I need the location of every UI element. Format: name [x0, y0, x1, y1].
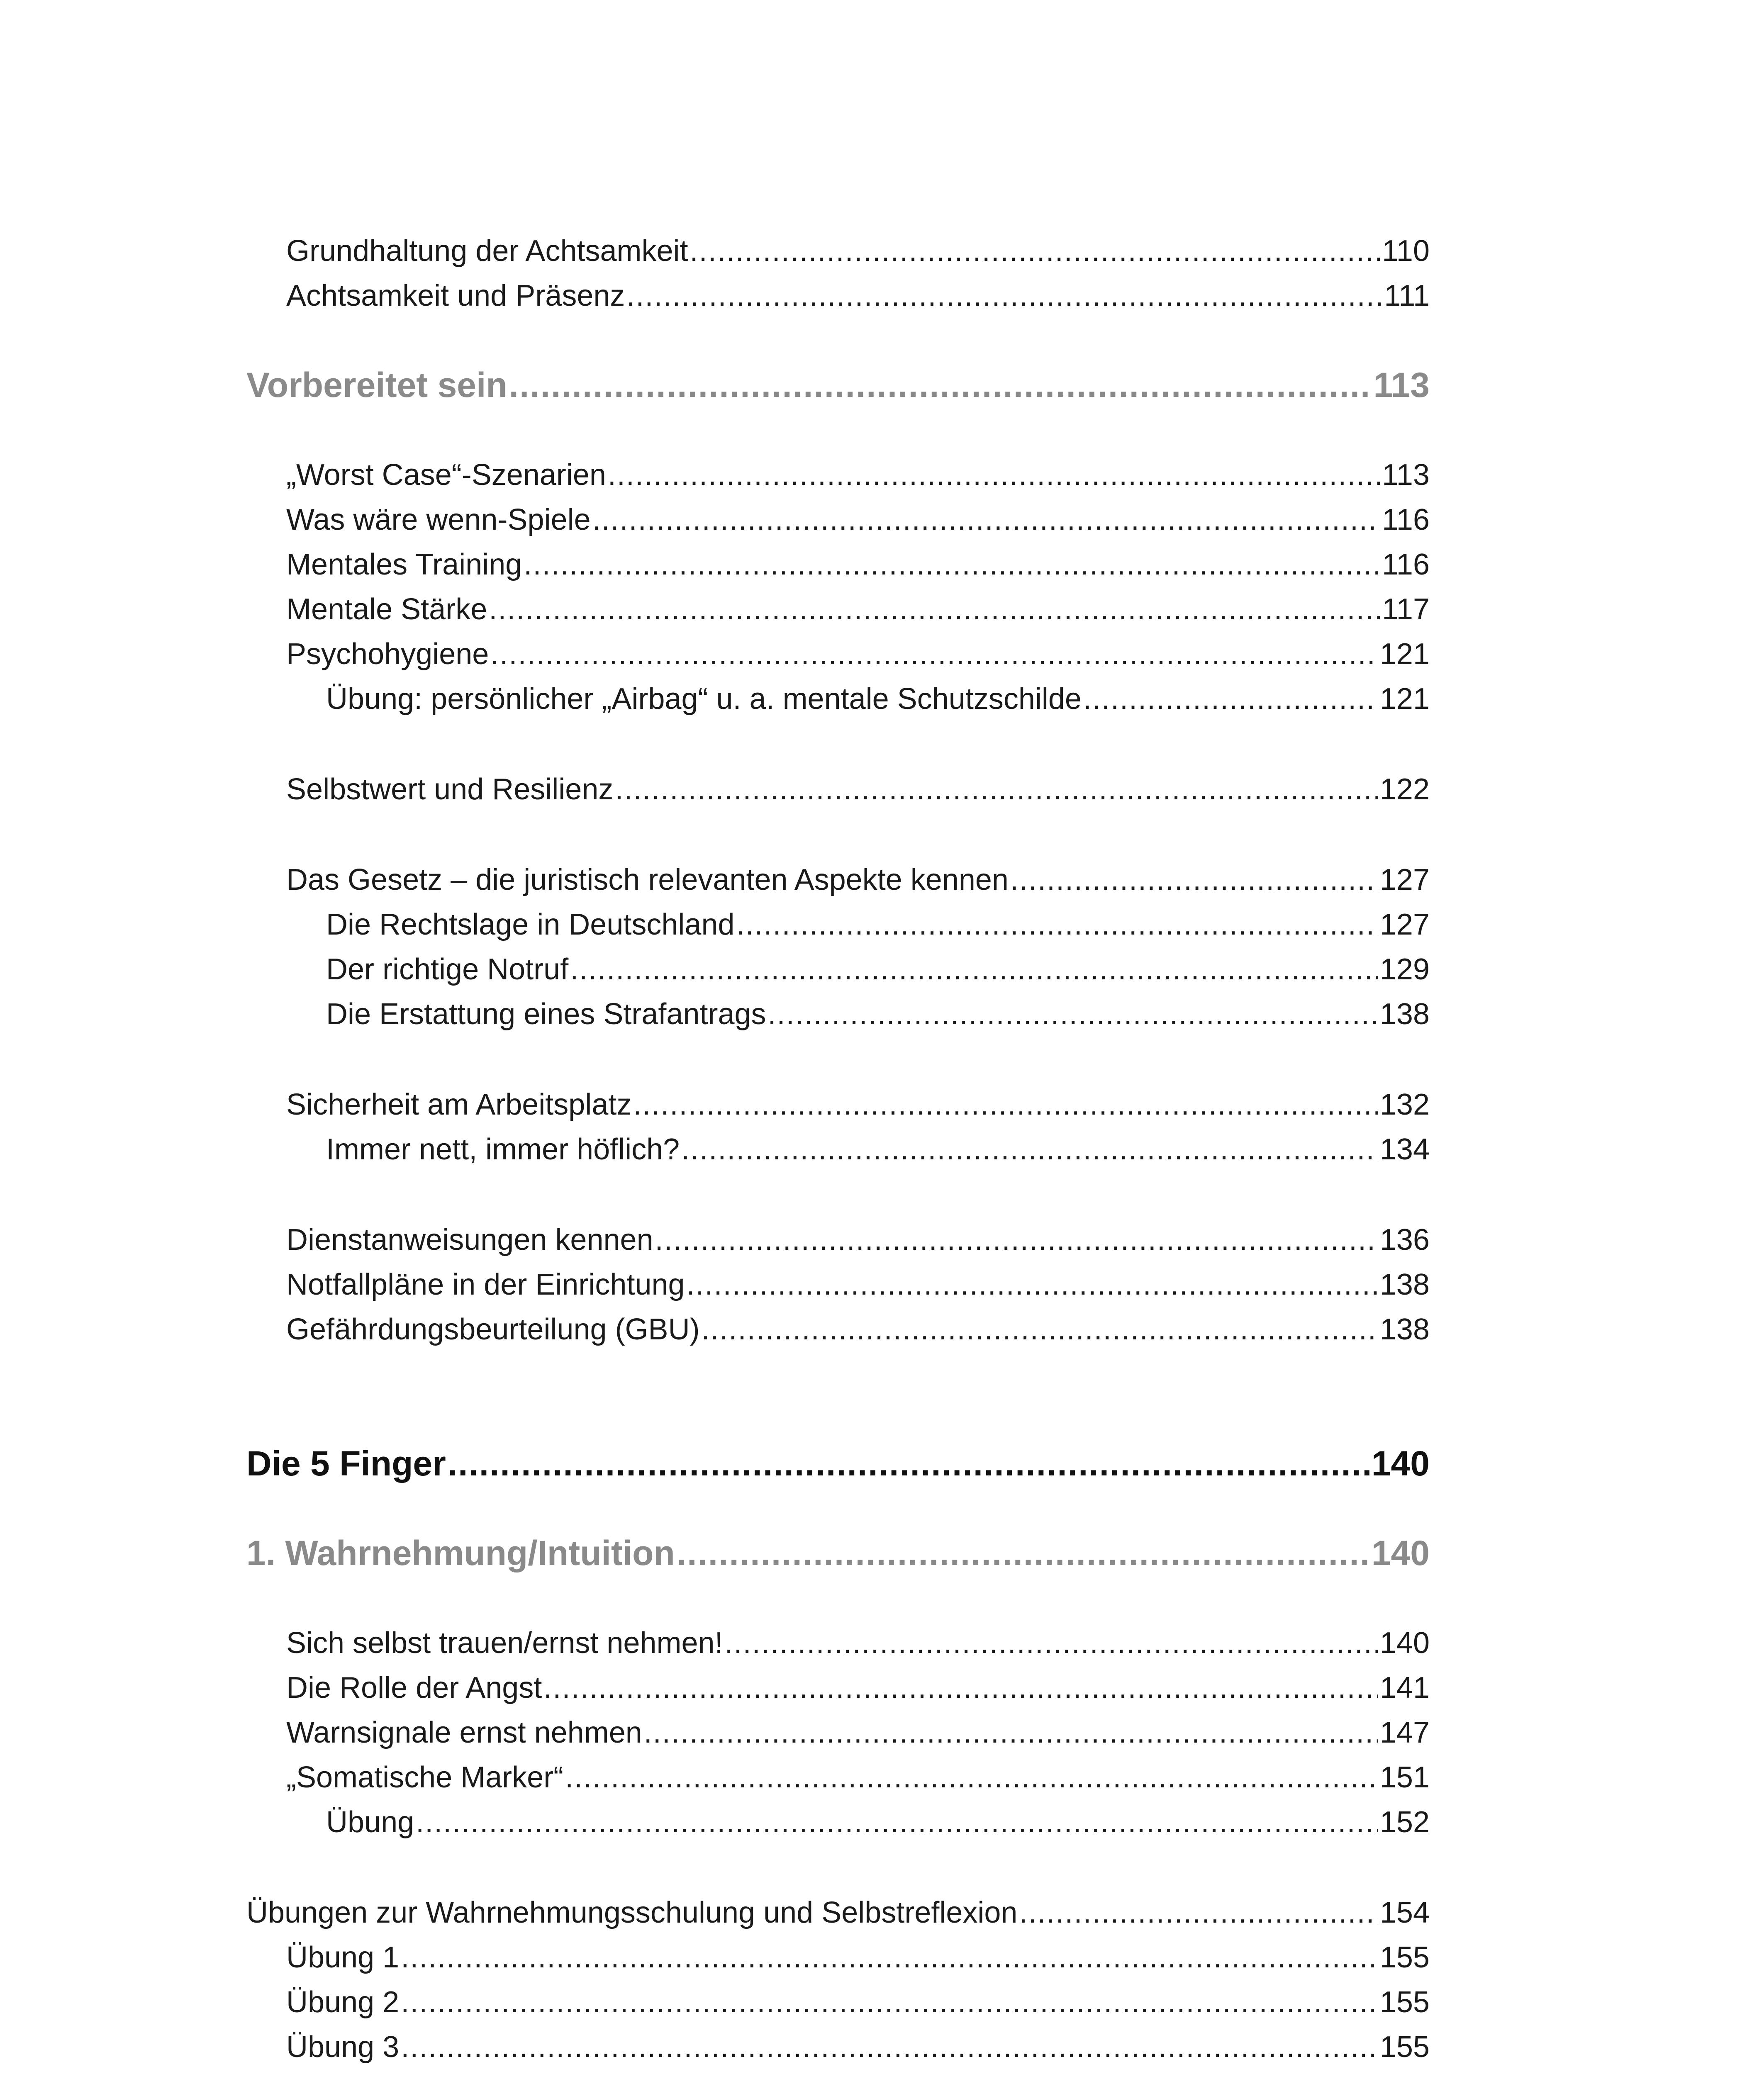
toc-entry[interactable]: [286, 2028, 1430, 2066]
toc-entry-page: 116: [1382, 503, 1430, 536]
toc-entry[interactable]: [286, 1221, 1430, 1259]
toc-entry-page: 154: [1379, 1896, 1430, 1929]
leader-dots: [524, 546, 1380, 583]
toc-entry-page: 134: [1379, 1133, 1430, 1166]
toc-entry[interactable]: [286, 771, 1430, 808]
toc-entry-page: 152: [1379, 1806, 1430, 1839]
toc-entry-page: 151: [1379, 1761, 1430, 1794]
toc-entry-page: 127: [1379, 863, 1430, 896]
toc-entry-label: Der richtige Notruf: [326, 953, 569, 986]
toc-entry-label: Mentales Training: [286, 548, 522, 581]
toc-entry[interactable]: [286, 1266, 1430, 1303]
toc-chapter-page: 140: [1371, 1444, 1430, 1483]
toc-entry-label: Übung: [326, 1806, 414, 1839]
toc-entry-label: Selbstwert und Resilienz: [286, 773, 614, 806]
toc-entry-page: 138: [1379, 998, 1430, 1031]
toc-entry-page: 147: [1379, 1716, 1430, 1749]
toc-entry-label: Was wäre wenn-Spiele: [286, 503, 591, 536]
leader-dots: [1010, 861, 1378, 898]
toc-entry[interactable]: [326, 996, 1430, 1033]
leader-dots: [570, 951, 1378, 988]
toc-entry[interactable]: [326, 680, 1430, 718]
toc-entry-label: Achtsamkeit und Präsenz: [286, 279, 625, 312]
toc-entry[interactable]: [286, 1984, 1430, 2021]
toc-entry-page: 127: [1379, 908, 1430, 941]
toc-entry[interactable]: [286, 1086, 1430, 1123]
leader-dots: [401, 1939, 1378, 1976]
toc-chapter-heading[interactable]: [246, 1443, 1430, 1484]
toc-entry[interactable]: [326, 951, 1430, 988]
toc-entry-label: „Worst Case“-Szenarien: [286, 458, 606, 492]
toc-entry-label: Psychohygiene: [286, 638, 489, 671]
leader-dots: [677, 1532, 1370, 1574]
leader-dots: [401, 1984, 1378, 2021]
leader-dots: [687, 1266, 1378, 1303]
leader-dots: [626, 277, 1382, 314]
toc-entry-page: 141: [1379, 1671, 1430, 1704]
toc-entry[interactable]: [286, 1311, 1430, 1348]
leader-dots: [655, 1221, 1378, 1259]
leader-dots: [401, 2028, 1378, 2066]
toc-entry-label: Mentale Stärke: [286, 593, 487, 626]
leader-dots: [615, 771, 1378, 808]
leader-dots: [644, 1714, 1378, 1751]
toc-entry-label: Warnsignale ernst nehmen: [286, 1716, 642, 1749]
toc-entry[interactable]: [246, 1894, 1430, 1931]
toc-entry[interactable]: [326, 1804, 1430, 1841]
toc-entry-label: Dienstanweisungen kennen: [286, 1223, 653, 1256]
toc-entry-label: Gefährdungsbeurteilung (GBU): [286, 1313, 700, 1346]
leader-dots: [702, 1311, 1378, 1348]
toc-section-page: 113: [1373, 365, 1430, 404]
leader-dots: [681, 1131, 1378, 1168]
toc-entry-page: 132: [1379, 1088, 1430, 1121]
toc-entry[interactable]: [286, 1669, 1430, 1706]
toc-entry[interactable]: [286, 635, 1430, 673]
leader-dots: [1019, 1894, 1378, 1931]
toc-entry-page: 140: [1379, 1626, 1430, 1660]
leader-dots: [509, 364, 1372, 406]
toc-section-heading[interactable]: [246, 364, 1430, 406]
toc-section-label: 1. Wahrnehmung/Intuition: [246, 1534, 675, 1573]
toc-entry-label: „Somatische Marker“: [286, 1761, 564, 1794]
leader-dots: [543, 1669, 1378, 1706]
leader-dots: [725, 1624, 1378, 1662]
toc-entry[interactable]: [286, 277, 1430, 314]
leader-dots: [608, 456, 1380, 494]
toc-entry-page: 116: [1382, 548, 1430, 581]
toc-entry-label: Die Rechtslage in Deutschland: [326, 908, 735, 941]
toc-section-heading[interactable]: [246, 1532, 1430, 1574]
toc-entry-label: Grundhaltung der Achtsamkeit: [286, 234, 688, 268]
toc-entry[interactable]: [286, 232, 1430, 270]
toc-chapter-label: Die 5 Finger: [246, 1444, 446, 1483]
toc-entry-label: Übung 2: [286, 1986, 400, 2019]
toc-entry-page: 122: [1379, 773, 1430, 806]
leader-dots: [592, 501, 1381, 538]
toc-entry-page: 129: [1379, 953, 1430, 986]
toc-entry-label: Immer nett, immer höflich?: [326, 1133, 680, 1166]
toc-entry[interactable]: [286, 456, 1430, 494]
toc-entry-label: Notfallpläne in der Einrichtung: [286, 1268, 685, 1301]
toc-entry-page: 121: [1379, 682, 1430, 716]
toc-entry[interactable]: [286, 501, 1430, 538]
toc-entry-label: Sich selbst trauen/ernst nehmen!: [286, 1626, 723, 1660]
toc-entry-page: 136: [1379, 1223, 1430, 1256]
toc-entry-page: 138: [1379, 1268, 1430, 1301]
toc-entry[interactable]: [286, 1759, 1430, 1796]
toc-entry-label: Übungen zur Wahrnehmungsschulung und Selbstreflexion: [246, 1896, 1018, 1929]
leader-dots: [690, 232, 1381, 270]
toc-entry-page: 155: [1379, 2030, 1430, 2064]
leader-dots: [1083, 680, 1378, 718]
toc-entry-page: 113: [1382, 458, 1430, 492]
toc-entry-label: Die Erstattung eines Strafantrags: [326, 998, 766, 1031]
leader-dots: [633, 1086, 1378, 1123]
toc-entry-page: 110: [1382, 234, 1430, 268]
toc-entry[interactable]: [286, 1714, 1430, 1751]
toc-section-label: Vorbereitet sein: [246, 365, 507, 404]
leader-dots: [490, 635, 1378, 673]
toc-entry[interactable]: [286, 861, 1430, 898]
leader-dots: [736, 906, 1378, 943]
toc-section-page: 140: [1371, 1534, 1430, 1573]
toc-entry-label: Sicherheit am Arbeitsplatz: [286, 1088, 632, 1121]
toc-entry[interactable]: [326, 906, 1430, 943]
toc-entry-page: 138: [1379, 1313, 1430, 1346]
toc-entry-page: 155: [1379, 1986, 1430, 2019]
leader-dots: [448, 1443, 1370, 1484]
toc-entry[interactable]: [326, 1131, 1430, 1168]
leader-dots: [489, 591, 1380, 628]
toc-entry[interactable]: [286, 591, 1430, 628]
toc-entry-page: 121: [1379, 638, 1430, 671]
toc-entry-page: 111: [1384, 279, 1430, 312]
toc-entry[interactable]: [286, 1939, 1430, 1976]
toc-entry-label: Die Rolle der Angst: [286, 1671, 542, 1704]
toc-entry-page: 155: [1379, 1941, 1430, 1974]
toc-entry-label: Übung 3: [286, 2030, 400, 2064]
leader-dots: [565, 1759, 1378, 1796]
toc-entry-label: Das Gesetz – die juristisch relevanten Aspekte kennen: [286, 863, 1009, 896]
toc-entry-label: Übung: persönlicher „Airbag“ u. a. mentale Schutzschilde: [326, 682, 1082, 716]
toc-entry[interactable]: [286, 546, 1430, 583]
leader-dots: [768, 996, 1378, 1033]
toc-entry[interactable]: [286, 1624, 1430, 1662]
leader-dots: [416, 1804, 1378, 1841]
toc-entry-page: 117: [1382, 593, 1430, 626]
toc-entry-label: Übung 1: [286, 1941, 400, 1974]
